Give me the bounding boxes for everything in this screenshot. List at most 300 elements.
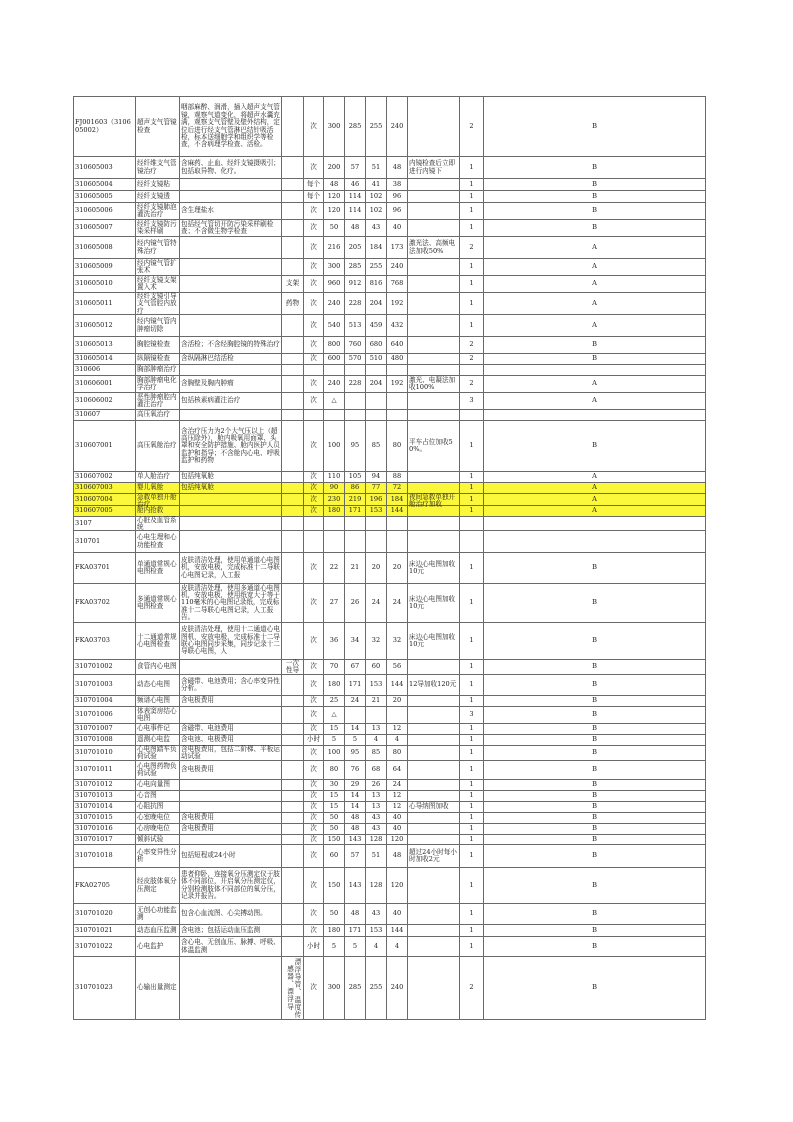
price-2: 171 — [345, 506, 366, 517]
table-row — [74, 354, 706, 365]
price-1 — [324, 365, 345, 376]
item-name: 心电生理和心功能检查 — [136, 531, 180, 553]
item-exclude — [282, 937, 304, 957]
item-note — [408, 315, 460, 337]
price-4: 640 — [387, 337, 408, 354]
price-2: 114 — [345, 191, 366, 203]
price-3: 184 — [366, 237, 387, 259]
item-exclude — [282, 483, 304, 494]
item-content: 含电极费用 — [180, 761, 282, 780]
item-exclude — [282, 904, 304, 925]
table-row — [74, 696, 706, 707]
item-name: 恶性肿瘤腔内灌注治疗 — [136, 393, 180, 410]
item-unit: 次 — [304, 623, 324, 660]
item-name: 经内镜气管特殊治疗 — [136, 237, 180, 259]
item-content — [180, 315, 282, 337]
item-unit: 次 — [304, 293, 324, 315]
item-content: 皮肤清洁处理，使用十二通道心电图机，安放电极，完成标准十二导联心电图同步采集，同步记录十二导联心电图，人 — [180, 623, 282, 660]
price-3: 94 — [366, 472, 387, 483]
item-class: B — [484, 813, 706, 824]
table-row — [74, 365, 706, 376]
price-2: 570 — [345, 354, 366, 365]
item-content: 含麻药、止血、经纤支镜摄吸引；包括取异物、化疗。 — [180, 157, 282, 179]
item-note — [408, 724, 460, 735]
item-note: 超过24小时每小时加收2元 — [408, 845, 460, 868]
price-2: 57 — [345, 845, 366, 868]
item-content — [180, 835, 282, 845]
price-2 — [345, 365, 366, 376]
price-4: 173 — [387, 237, 408, 259]
item-content — [180, 179, 282, 191]
item-exclude — [282, 337, 304, 354]
price-3: 21 — [366, 696, 387, 707]
item-code: 310701022 — [74, 937, 136, 957]
item-content: 含电极费用 — [180, 824, 282, 835]
price-1: 240 — [324, 376, 345, 393]
item-note — [408, 191, 460, 203]
item-name: 倾斜试验 — [136, 835, 180, 845]
item-code: 310605012 — [74, 315, 136, 337]
item-content: 含电池；包括运动血压监测 — [180, 925, 282, 937]
item-name: 心电事件记 — [136, 724, 180, 735]
price-1: 100 — [324, 421, 345, 472]
price-4: 40 — [387, 824, 408, 835]
price-3: 128 — [366, 835, 387, 845]
item-group: 1 — [460, 494, 484, 506]
price-4: 80 — [387, 746, 408, 761]
item-note: 床边心电图加收10元 — [408, 584, 460, 623]
price-3: 24 — [366, 584, 387, 623]
price-2: 48 — [345, 904, 366, 925]
price-4: 20 — [387, 696, 408, 707]
price-2 — [345, 410, 366, 421]
item-content: 包括纯氧舱 — [180, 483, 282, 494]
price-2: 285 — [345, 259, 366, 276]
table-row — [74, 220, 706, 237]
item-exclude: 漂浮导管、温度传感器、漂浮导 — [282, 957, 304, 1020]
table-row — [74, 179, 706, 191]
item-note — [408, 531, 460, 553]
price-3 — [366, 707, 387, 724]
item-class: B — [484, 937, 706, 957]
item-code: 310701006 — [74, 707, 136, 724]
price-1: 70 — [324, 660, 345, 675]
item-name: 婴儿氧舱 — [136, 483, 180, 494]
price-4: 192 — [387, 376, 408, 393]
item-class: B — [484, 354, 706, 365]
item-name: 经纤支镜粘 — [136, 179, 180, 191]
price-1: 110 — [324, 472, 345, 483]
price-2: 29 — [345, 780, 366, 791]
item-group: 1 — [460, 761, 484, 780]
item-content: 皮肤清洁处理，使用单通道心电图机，安放电极，完成标准十二导联心电图记录，人工报 — [180, 553, 282, 584]
price-3: 43 — [366, 824, 387, 835]
price-2: 48 — [345, 220, 366, 237]
item-class: A — [484, 506, 706, 517]
item-content — [180, 259, 282, 276]
item-name: 心电向量图 — [136, 780, 180, 791]
item-code: 310605011 — [74, 293, 136, 315]
item-group: 1 — [460, 506, 484, 517]
item-unit: 次 — [304, 421, 324, 472]
price-4: 72 — [387, 483, 408, 494]
item-name: 动态血压监测 — [136, 925, 180, 937]
item-exclude — [282, 925, 304, 937]
item-note — [408, 259, 460, 276]
item-note — [408, 824, 460, 835]
item-unit: 次 — [304, 904, 324, 925]
item-code: 310605005 — [74, 191, 136, 203]
item-content: 含治疗压力为2个大气压以上（超高压除外），舱内吸氧用面罩、头罩和安全防护措施、舱内医护人员监护和指导；不含舱内心电、呼吸监护和药物 — [180, 421, 282, 472]
item-name: 十二通道常规心电图检查 — [136, 623, 180, 660]
item-code: 310605014 — [74, 354, 136, 365]
item-exclude — [282, 315, 304, 337]
price-1: 50 — [324, 813, 345, 824]
item-unit: 次 — [304, 483, 324, 494]
table-row — [74, 293, 706, 315]
item-note — [408, 735, 460, 746]
item-class — [484, 517, 706, 531]
item-group: 1 — [460, 675, 484, 696]
item-unit: 次 — [304, 584, 324, 623]
item-unit: 次 — [304, 824, 324, 835]
item-exclude — [282, 791, 304, 802]
item-unit: 次 — [304, 494, 324, 506]
item-code: 310607005 — [74, 506, 136, 517]
item-class: B — [484, 761, 706, 780]
item-group: 1 — [460, 746, 484, 761]
item-class: B — [484, 675, 706, 696]
item-group: 1 — [460, 157, 484, 179]
price-4: 120 — [387, 835, 408, 845]
price-2: 171 — [345, 925, 366, 937]
item-code: 310605008 — [74, 237, 136, 259]
price-4: 144 — [387, 506, 408, 517]
price-3: 204 — [366, 376, 387, 393]
item-unit: 次 — [304, 203, 324, 220]
item-class: A — [484, 259, 706, 276]
price-2: 228 — [345, 293, 366, 315]
price-4: 144 — [387, 675, 408, 696]
item-exclude — [282, 724, 304, 735]
item-exclude — [282, 494, 304, 506]
item-note — [408, 746, 460, 761]
price-2: 48 — [345, 813, 366, 824]
item-group: 2 — [460, 237, 484, 259]
price-1: 50 — [324, 220, 345, 237]
item-code: 310605006 — [74, 203, 136, 220]
price-1: 15 — [324, 802, 345, 813]
item-unit: 次 — [304, 354, 324, 365]
price-3: 13 — [366, 724, 387, 735]
item-name: 经纤维支气管镜治疗 — [136, 157, 180, 179]
table-row — [74, 376, 706, 393]
item-note — [408, 707, 460, 724]
price-3: 77 — [366, 483, 387, 494]
price-1: 540 — [324, 315, 345, 337]
item-group: 1 — [460, 925, 484, 937]
item-group: 3 — [460, 393, 484, 410]
item-name: 纵隔镜检查 — [136, 354, 180, 365]
item-code: 310607004 — [74, 494, 136, 506]
price-2: 513 — [345, 315, 366, 337]
price-4: 768 — [387, 276, 408, 293]
price-3: 102 — [366, 191, 387, 203]
item-note — [408, 517, 460, 531]
price-1: 120 — [324, 203, 345, 220]
item-code: 310701003 — [74, 675, 136, 696]
item-class: A — [484, 376, 706, 393]
item-class: B — [484, 337, 706, 354]
item-unit: 次 — [304, 220, 324, 237]
item-group: 1 — [460, 315, 484, 337]
item-code: 310701002 — [74, 660, 136, 675]
item-note — [408, 813, 460, 824]
item-class: B — [484, 925, 706, 937]
table-row — [74, 276, 706, 293]
item-exclude — [282, 421, 304, 472]
table-row — [74, 957, 706, 1020]
item-class: A — [484, 237, 706, 259]
item-name: 经纤支镜透 — [136, 191, 180, 203]
item-code: 310701015 — [74, 813, 136, 824]
price-3: 196 — [366, 494, 387, 506]
table-row — [74, 791, 706, 802]
price-4: 56 — [387, 660, 408, 675]
item-group: 1 — [460, 276, 484, 293]
price-2: 171 — [345, 675, 366, 696]
item-group: 2 — [460, 376, 484, 393]
price-1: 150 — [324, 868, 345, 904]
item-name: 心音图 — [136, 791, 180, 802]
price-1: 5 — [324, 937, 345, 957]
item-exclude — [282, 761, 304, 780]
item-group: 1 — [460, 791, 484, 802]
price-3: 153 — [366, 506, 387, 517]
price-3: 20 — [366, 553, 387, 584]
item-group: 1 — [460, 813, 484, 824]
item-note — [408, 835, 460, 845]
item-note — [408, 179, 460, 191]
item-class: A — [484, 276, 706, 293]
item-code: 310701023 — [74, 957, 136, 1020]
table-row — [74, 675, 706, 696]
price-1: 240 — [324, 293, 345, 315]
item-note — [408, 791, 460, 802]
price-1: 100 — [324, 746, 345, 761]
item-group: 1 — [460, 293, 484, 315]
item-exclude — [282, 191, 304, 203]
table-row — [74, 315, 706, 337]
item-content — [180, 531, 282, 553]
price-4: 38 — [387, 179, 408, 191]
item-note — [408, 937, 460, 957]
item-class — [484, 365, 706, 376]
item-unit: 次 — [304, 237, 324, 259]
item-unit: 次 — [304, 315, 324, 337]
table-row — [74, 937, 706, 957]
item-note: 床边心电图加收10元 — [408, 553, 460, 584]
item-note — [408, 696, 460, 707]
item-code: 310701020 — [74, 904, 136, 925]
price-4: 144 — [387, 925, 408, 937]
price-3: 85 — [366, 421, 387, 472]
item-name: 动态心电图 — [136, 675, 180, 696]
item-content: 包括经气管切开防污染采样刷检查；不含微生物学检查 — [180, 220, 282, 237]
item-content: 含磁带、电池费用 — [180, 724, 282, 735]
item-code: 310605009 — [74, 259, 136, 276]
price-3: 153 — [366, 925, 387, 937]
item-unit: 次 — [304, 337, 324, 354]
item-note: 夜间急救单独开舱治疗加收 — [408, 494, 460, 506]
item-class: B — [484, 660, 706, 675]
item-exclude — [282, 675, 304, 696]
price-4: 4 — [387, 735, 408, 746]
item-exclude — [282, 259, 304, 276]
item-exclude — [282, 780, 304, 791]
item-group: 1 — [460, 724, 484, 735]
item-group — [460, 517, 484, 531]
item-class — [484, 531, 706, 553]
price-4: 240 — [387, 957, 408, 1020]
price-4: 12 — [387, 802, 408, 813]
price-2 — [345, 531, 366, 553]
price-2: 14 — [345, 724, 366, 735]
item-group: 2 — [460, 337, 484, 354]
price-1: 960 — [324, 276, 345, 293]
item-unit: 次 — [304, 97, 324, 157]
item-unit: 次 — [304, 660, 324, 675]
item-unit — [304, 365, 324, 376]
item-group: 1 — [460, 203, 484, 220]
item-unit: 次 — [304, 553, 324, 584]
item-name: 经皮肢体氧分压测定 — [136, 868, 180, 904]
item-note — [408, 276, 460, 293]
item-unit — [304, 517, 324, 531]
price-1: 230 — [324, 494, 345, 506]
price-4 — [387, 365, 408, 376]
item-code: FKA03702 — [74, 584, 136, 623]
price-2: 912 — [345, 276, 366, 293]
item-class: B — [484, 623, 706, 660]
item-name: 心电监护 — [136, 937, 180, 957]
price-2: 143 — [345, 835, 366, 845]
price-3: 102 — [366, 203, 387, 220]
price-1: 120 — [324, 191, 345, 203]
price-1: 600 — [324, 354, 345, 365]
item-code: 310701021 — [74, 925, 136, 937]
price-2: 95 — [345, 746, 366, 761]
price-4: 40 — [387, 904, 408, 925]
item-code: 310701004 — [74, 696, 136, 707]
price-1: 36 — [324, 623, 345, 660]
item-code: 310606001 — [74, 376, 136, 393]
price-1 — [324, 517, 345, 531]
price-2: 76 — [345, 761, 366, 780]
item-name: 舱内抢救 — [136, 506, 180, 517]
item-code: 310605010 — [74, 276, 136, 293]
item-note — [408, 203, 460, 220]
price-2 — [345, 393, 366, 410]
item-note — [408, 354, 460, 365]
item-unit: 每个 — [304, 179, 324, 191]
price-4: 480 — [387, 354, 408, 365]
item-unit: 次 — [304, 813, 324, 824]
item-content: 含纵隔淋巴结活检 — [180, 354, 282, 365]
item-class: B — [484, 746, 706, 761]
table-row — [74, 802, 706, 813]
item-content — [180, 957, 282, 1020]
item-unit: 次 — [304, 276, 324, 293]
item-content — [180, 191, 282, 203]
item-unit: 次 — [304, 746, 324, 761]
item-exclude — [282, 707, 304, 724]
item-unit: 次 — [304, 393, 324, 410]
item-exclude — [282, 623, 304, 660]
item-group: 1 — [460, 845, 484, 868]
table-row — [74, 623, 706, 660]
item-content — [180, 365, 282, 376]
item-unit: 次 — [304, 259, 324, 276]
item-code: FKA03703 — [74, 623, 136, 660]
price-3: 255 — [366, 957, 387, 1020]
item-class: A — [484, 472, 706, 483]
price-1: 50 — [324, 904, 345, 925]
item-class: A — [484, 494, 706, 506]
price-4: 4 — [387, 937, 408, 957]
item-class: A — [484, 293, 706, 315]
price-3: 51 — [366, 157, 387, 179]
item-content: 含生理盐水 — [180, 203, 282, 220]
table-row — [74, 472, 706, 483]
item-note: 床边心电图加收10元 — [408, 623, 460, 660]
price-4: 12 — [387, 724, 408, 735]
price-4: 80 — [387, 421, 408, 472]
price-4: 40 — [387, 813, 408, 824]
item-note: 12导加收120元 — [408, 675, 460, 696]
item-content: 皮肤清洁处理，使用多通道心电图机，安放电极，使用纸宽大于等于110毫米的心电图记录纸，完成标准十二导联心电图记录，人工报告。 — [181, 583, 280, 622]
item-code: 310606002 — [74, 393, 136, 410]
item-note: 心导纳图加收 — [408, 802, 460, 813]
item-exclude — [282, 835, 304, 845]
table-row — [74, 925, 706, 937]
item-exclude — [282, 472, 304, 483]
item-unit: 次 — [304, 675, 324, 696]
table-row — [74, 506, 706, 517]
table-row — [74, 410, 706, 421]
item-group: 2 — [460, 354, 484, 365]
table-row — [74, 393, 706, 410]
item-note — [408, 483, 460, 494]
item-group: 1 — [460, 259, 484, 276]
item-note — [408, 957, 460, 1020]
table-row — [74, 813, 706, 824]
item-name: 食管内心电图 — [136, 660, 180, 675]
item-note — [408, 293, 460, 315]
price-2: 67 — [345, 660, 366, 675]
item-code: 310701017 — [74, 835, 136, 845]
item-exclude — [282, 354, 304, 365]
item-class: B — [484, 97, 706, 157]
item-content: 含电池、电极费用 — [180, 735, 282, 746]
price-3: 680 — [366, 337, 387, 354]
item-content — [180, 707, 282, 724]
item-code: 310701007 — [74, 724, 136, 735]
item-group: 1 — [460, 696, 484, 707]
price-4 — [387, 393, 408, 410]
table-row — [74, 494, 706, 506]
item-name: 单人舱治疗 — [136, 472, 180, 483]
